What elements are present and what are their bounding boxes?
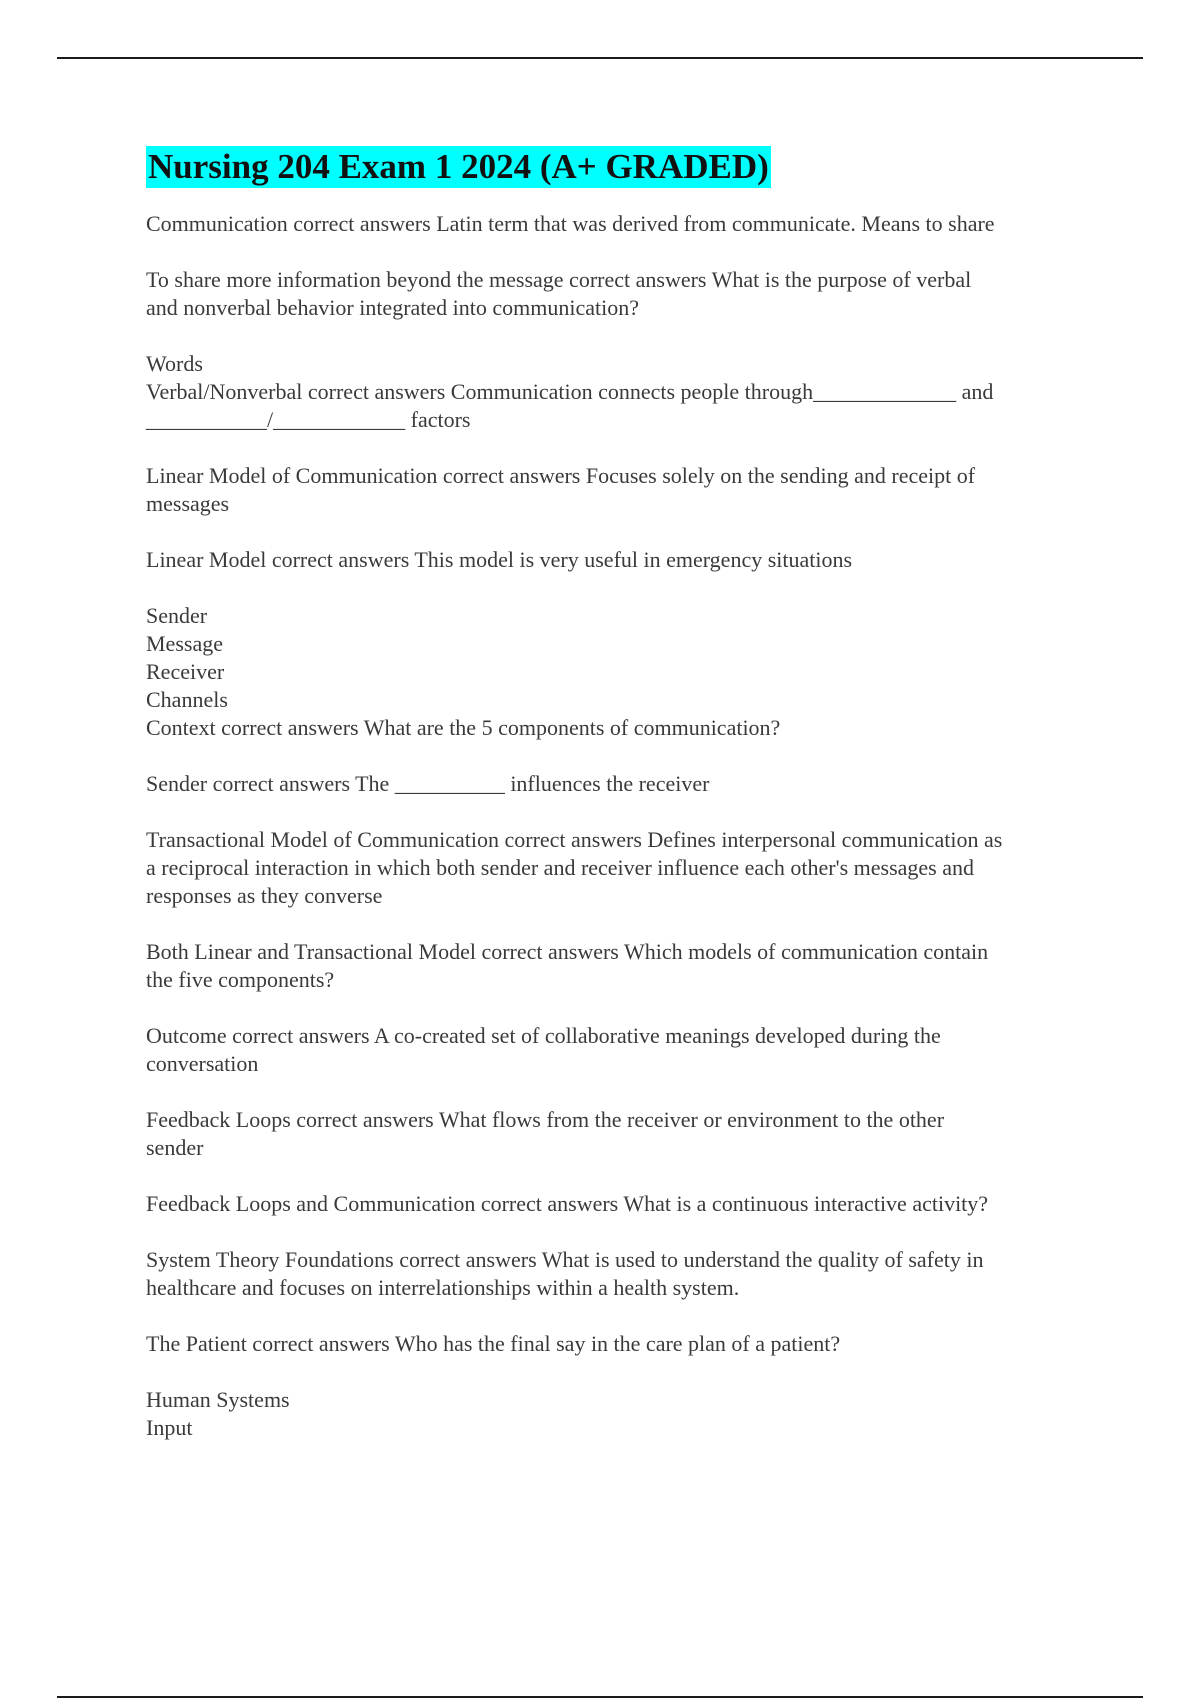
entry-line: Linear Model correct answers This model is very useful in emergency situations	[146, 547, 853, 572]
qa-entry	[146, 1246, 1096, 1302]
entry-line: a reciprocal interaction in which both sender and receiver influence each other's messages and	[146, 855, 974, 880]
entry-line: the five components?	[146, 967, 335, 992]
qa-entry	[146, 938, 1096, 994]
entry-line: Sender correct answers The __________ influences the receiver	[146, 771, 710, 796]
entry-line: Transactional Model of Communication correct answers Defines interpersonal communication as	[146, 827, 1003, 852]
entry-line: Receiver	[146, 659, 225, 684]
document-body	[146, 146, 1096, 1470]
qa-entry	[146, 462, 1096, 518]
qa-entry	[146, 770, 1096, 798]
qa-entry	[146, 1106, 1096, 1162]
qa-entry	[146, 350, 1096, 434]
document-title: Nursing 204 Exam 1 2024 (A+ GRADED)	[148, 147, 769, 186]
entry-line: To share more information beyond the message correct answers What is the purpose of verbal	[146, 267, 972, 292]
entry-line: Communication correct answers Latin term that was derived from communicate. Means to share	[146, 211, 995, 236]
entry-line: sender	[146, 1135, 204, 1160]
qa-entry	[146, 1330, 1096, 1358]
entry-line: Input	[146, 1415, 193, 1440]
entry-line: Sender	[146, 603, 208, 628]
qa-entry	[146, 1022, 1096, 1078]
entry-line: healthcare and focuses on interrelationships within a health system.	[146, 1275, 740, 1300]
entry-line: Human Systems	[146, 1387, 290, 1412]
qa-entry	[146, 1386, 1096, 1442]
qa-entry	[146, 266, 1096, 322]
entry-line: Outcome correct answers A co-created set of collaborative meanings developed during the	[146, 1023, 941, 1048]
entry-line: System Theory Foundations correct answers What is used to understand the quality of safety in	[146, 1247, 984, 1272]
entry-line: Feedback Loops correct answers What flows from the receiver or environment to the other	[146, 1107, 945, 1132]
entry-line: conversation	[146, 1051, 259, 1076]
entry-line: Channels	[146, 687, 228, 712]
qa-entry	[146, 826, 1096, 910]
entry-line: Verbal/Nonverbal correct answers Communication connects people through_____________ and	[146, 379, 994, 404]
entry-line: responses as they converse	[146, 883, 383, 908]
qa-entry	[146, 546, 1096, 574]
entry-line: Message	[146, 631, 223, 656]
qa-entry	[146, 602, 1096, 742]
entry-line: ___________/____________ factors	[146, 407, 471, 432]
entry-line: Linear Model of Communication correct answers Focuses solely on the sending and receipt of	[146, 463, 976, 488]
entry-line: Context correct answers What are the 5 components of communication?	[146, 715, 781, 740]
entry-line: and nonverbal behavior integrated into communication?	[146, 295, 640, 320]
entry-line: Both Linear and Transactional Model correct answers Which models of communication contain	[146, 939, 989, 964]
qa-entry	[146, 1190, 1096, 1218]
entry-line: messages	[146, 491, 230, 516]
entry-line: The Patient correct answers Who has the final say in the care plan of a patient?	[146, 1331, 841, 1356]
top-rule	[57, 57, 1143, 59]
entry-line: Feedback Loops and Communication correct answers What is a continuous interactive activity?	[146, 1191, 989, 1216]
qa-list	[146, 210, 1096, 1442]
bottom-rule	[57, 1696, 1143, 1698]
entry-line: Words	[146, 351, 203, 376]
qa-entry	[146, 210, 1096, 238]
